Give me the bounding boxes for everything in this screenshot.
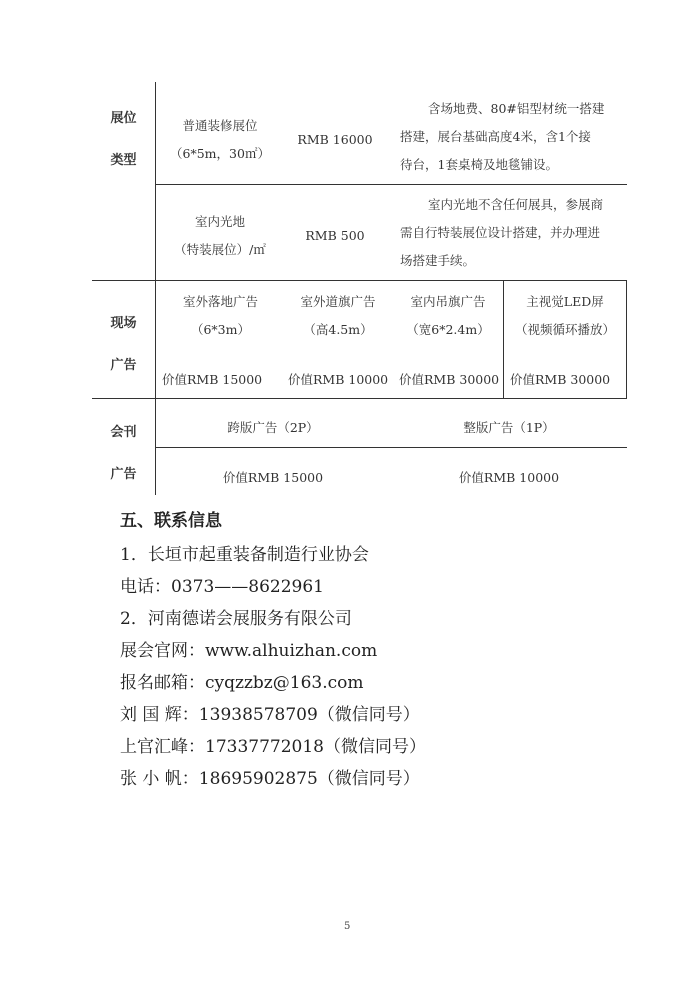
contact-line: 电话：0373——8622961 xyxy=(120,577,324,597)
page-number: 5 xyxy=(344,921,351,932)
ad-size: （高4.5m） xyxy=(303,322,373,337)
onsite-ad-price-2: 价值RMB 30000 xyxy=(399,372,500,387)
ad-name: 室外道旗广告 xyxy=(300,294,376,309)
onsite-label-line1: 现场 xyxy=(110,316,137,331)
col-divider-onsite xyxy=(503,280,504,398)
desc-line: 场搭建手续。 xyxy=(400,253,476,268)
booth-label-line2: 类型 xyxy=(110,153,137,168)
journal-ad-name-0: 跨版广告（2P） xyxy=(227,420,319,435)
onsite-ad-item-1 xyxy=(283,288,393,344)
desc-line: 室内光地不含任何展具，参展商 xyxy=(428,197,604,212)
onsite-ad-price-3: 价值RMB 30000 xyxy=(510,372,611,387)
ad-size: （视频循环播放） xyxy=(514,322,615,337)
booth-standard-price: RMB 16000 xyxy=(297,132,373,147)
row-divider-journal xyxy=(155,447,627,448)
booth-standard-title: 普通装修展位 xyxy=(182,118,258,133)
onsite-label-line2: 广告 xyxy=(110,358,137,373)
booth-raw-price: RMB 500 xyxy=(305,227,365,243)
onsite-ad-price-0: 价值RMB 15000 xyxy=(162,372,263,387)
col-divider-right xyxy=(626,280,627,398)
contact-line: 张 小 帆：18695902875（微信同号） xyxy=(120,769,420,789)
booth-raw-title: 室内光地 xyxy=(194,213,245,229)
ad-name: 主视觉LED屏 xyxy=(526,294,604,309)
ad-size: （6*3m） xyxy=(190,322,250,337)
desc-line: 含场地费、80#铝型材统一搭建 xyxy=(428,101,605,116)
journal-label-line1: 会刊 xyxy=(110,425,137,440)
booth-type-label xyxy=(92,90,155,190)
journal-ads-label xyxy=(92,414,155,494)
contact-line: 1．长垣市起重装备制造行业协会 xyxy=(120,545,369,565)
onsite-ads-label xyxy=(92,300,155,390)
ad-name: 室外落地广告 xyxy=(182,294,258,309)
desc-line: 待台，1套桌椅及地毯铺设。 xyxy=(400,157,558,172)
contact-line: 上官汇峰：17337772018（微信同号） xyxy=(120,737,426,757)
desc-line: 搭建，展台基础高度4米，含1个接 xyxy=(400,129,591,144)
booth-raw-size: （特装展位）/㎡ xyxy=(174,241,266,257)
onsite-ad-price-1: 价值RMB 10000 xyxy=(288,372,389,387)
booth-label-line1: 展位 xyxy=(110,111,137,126)
booth-standard-size: （6*5m，30㎡） xyxy=(170,146,270,161)
contact-heading: 五、联系信息 xyxy=(120,511,222,531)
row-divider-mid xyxy=(92,398,627,399)
booth-standard-name xyxy=(155,100,285,180)
journal-ad-price-1: 价值RMB 10000 xyxy=(458,470,560,485)
contact-line: 刘 国 辉：13938578709（微信同号） xyxy=(120,705,420,725)
row-divider-top xyxy=(92,280,627,281)
onsite-ad-item-2 xyxy=(393,288,503,344)
desc-line: 需自行特装展位设计搭建，并办理进 xyxy=(400,225,601,240)
row-divider-booth xyxy=(155,184,627,185)
contact-line: 2．河南德诺会展服务有限公司 xyxy=(120,609,352,629)
contact-line: 展会官网：www.alhuizhan.com xyxy=(120,641,378,661)
ad-size: （宽6*2.4m） xyxy=(406,322,490,337)
ad-name: 室内吊旗广告 xyxy=(410,294,486,309)
booth-raw-desc xyxy=(400,188,625,278)
contact-line: 报名邮箱：cyqzzbz@163.com xyxy=(120,673,364,693)
onsite-ad-item-0 xyxy=(158,288,283,344)
onsite-ad-item-3 xyxy=(505,288,625,344)
journal-label-line2: 广告 xyxy=(110,467,137,482)
journal-ad-price-0: 价值RMB 15000 xyxy=(222,470,324,485)
booth-raw-name xyxy=(155,198,285,273)
booth-standard-desc xyxy=(400,92,625,182)
journal-ad-name-1: 整版广告（1P） xyxy=(463,420,555,435)
